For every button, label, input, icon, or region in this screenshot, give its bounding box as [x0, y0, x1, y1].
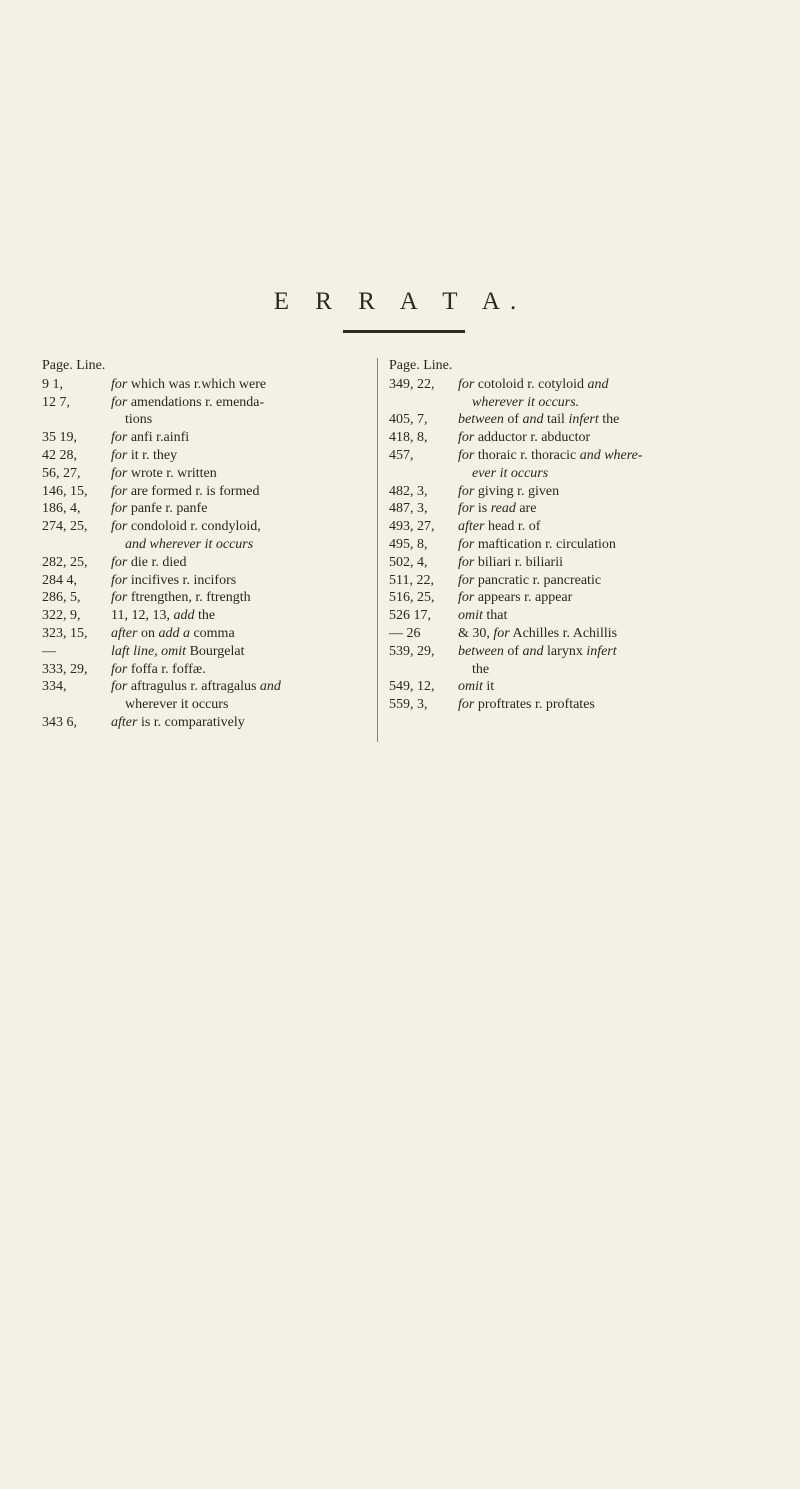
text-segment: biliari r. biliarii [474, 554, 563, 570]
text-segment: after [111, 625, 138, 641]
errata-entry [389, 536, 744, 554]
correction-text [458, 643, 744, 661]
text-segment: laft line, omit [111, 643, 187, 659]
text-segment: wherever it occurs [125, 697, 229, 713]
page-line-number: 35 19, [42, 430, 77, 446]
text-segment: wherever it occurs. [472, 394, 580, 410]
text-segment: panfe r. panfe [127, 501, 208, 517]
errata-entry [389, 376, 744, 412]
text-segment: add a [158, 625, 190, 641]
correction-text [111, 661, 372, 679]
page-line-number: 457, [389, 447, 414, 463]
correction-text [458, 429, 744, 447]
errata-entry [389, 607, 744, 625]
errata-entry [389, 643, 744, 679]
errata-left-column [42, 357, 372, 732]
errata-entry [42, 607, 372, 625]
text-segment: the [598, 412, 620, 428]
correction-text [458, 483, 744, 501]
errata-entry [389, 572, 744, 590]
text-segment: wrote r. written [127, 465, 217, 481]
correction-continuation [111, 536, 372, 554]
text-segment: are formed r. is formed [127, 483, 260, 499]
page-line-number: 56, 27, [42, 465, 81, 481]
page-line-number: 343 6, [42, 714, 77, 730]
text-segment: for [111, 483, 128, 499]
correction-text [111, 500, 372, 518]
errata-entry [42, 447, 372, 465]
errata-entry [42, 429, 372, 447]
errata-entry [42, 678, 372, 714]
page-line-number: 526 17, [389, 608, 431, 624]
text-segment: after [458, 519, 485, 535]
text-segment: and [587, 376, 609, 392]
text-segment: 11, 12, 13, [111, 608, 174, 624]
errata-entry [389, 429, 744, 447]
text-segment: ftrengthen, r. ftrength [127, 590, 251, 606]
correction-text [111, 714, 372, 732]
page-line-number: 559, 3, [389, 697, 428, 713]
text-segment: for [493, 625, 510, 641]
correction-text [458, 376, 744, 394]
text-segment: aftragulus r. aftragalus [127, 679, 260, 695]
correction-text [111, 483, 372, 501]
page-line-number: 9 1, [42, 376, 63, 392]
page-line-number: 282, 25, [42, 554, 88, 570]
correction-text [458, 500, 744, 518]
text-segment: after [111, 714, 138, 730]
page-line-number: 274, 25, [42, 519, 88, 535]
correction-text [458, 678, 744, 696]
text-segment: condoloid r. condyloid, [127, 519, 261, 535]
correction-text [458, 518, 744, 536]
page-line-number: 516, 25, [389, 590, 435, 606]
text-segment: Achilles r. Achillis [509, 625, 618, 641]
line-header: Line. [423, 358, 453, 373]
text-segment: ever it occurs [472, 465, 549, 481]
text-segment: and [259, 679, 281, 695]
text-segment: omit [458, 679, 483, 695]
errata-right-column [389, 357, 744, 714]
errata-entry [389, 447, 744, 483]
correction-text [111, 678, 372, 696]
text-segment: maftication r. circulation [474, 536, 616, 552]
errata-entry [389, 696, 744, 714]
text-segment: infert [568, 412, 599, 428]
correction-text [458, 625, 744, 643]
correction-continuation [458, 661, 744, 679]
text-segment: for [458, 483, 475, 499]
page-line-number: 405, 7, [389, 412, 428, 428]
text-segment: which was r.which were [127, 376, 267, 392]
page-line-number: 322, 9, [42, 608, 81, 624]
text-segment: of [503, 412, 523, 428]
correction-text [111, 465, 372, 483]
text-segment: is r. comparatively [137, 714, 245, 730]
text-segment: for [111, 590, 128, 606]
page-line-number: 284 4, [42, 572, 77, 588]
entries-right [389, 376, 744, 714]
title-rule [343, 330, 465, 333]
text-segment: for [111, 376, 128, 392]
page-line-number: 333, 29, [42, 661, 88, 677]
text-segment: add [173, 608, 195, 624]
correction-text [458, 447, 744, 465]
page-header: Page. [389, 358, 420, 373]
text-segment: the [472, 661, 490, 677]
text-segment: cotoloid r. cotyloid [474, 376, 588, 392]
page-line-number: 146, 15, [42, 483, 88, 499]
text-segment: and [522, 643, 544, 659]
text-segment: infert [586, 643, 617, 659]
correction-text [458, 554, 744, 572]
correction-text [458, 411, 744, 429]
text-segment: proftrates r. proftates [474, 697, 595, 713]
text-segment: for [458, 430, 475, 446]
text-segment: it r. they [127, 447, 178, 463]
text-segment: for [458, 536, 475, 552]
text-segment: for [458, 590, 475, 606]
errata-entry [389, 518, 744, 536]
text-segment: for [111, 394, 128, 410]
text-segment: that [482, 608, 508, 624]
page-line-number: 482, 3, [389, 483, 428, 499]
text-segment: the [194, 608, 216, 624]
correction-text [111, 447, 372, 465]
text-segment: tions [125, 412, 153, 428]
column-header [42, 357, 372, 375]
errata-entry [42, 376, 372, 394]
errata-entry [389, 500, 744, 518]
text-segment: and [522, 412, 544, 428]
correction-text [111, 518, 372, 536]
text-segment: for [458, 572, 475, 588]
errata-entry [42, 625, 372, 643]
text-segment: for [111, 430, 128, 446]
text-segment: appears r. appear [474, 590, 573, 606]
correction-text [111, 394, 372, 412]
page-line-number: 511, 22, [389, 572, 434, 588]
text-segment: foffa r. foffæ. [127, 661, 206, 677]
text-segment: tail [543, 412, 569, 428]
text-segment: & 30, [458, 625, 494, 641]
page-line-number: 349, 22, [389, 376, 435, 392]
errata-entry [389, 678, 744, 696]
errata-entry [389, 589, 744, 607]
page-line-number: 334, [42, 679, 67, 695]
text-segment: for [458, 697, 475, 713]
text-segment: incifives r. incifors [127, 572, 237, 588]
errata-entry [42, 661, 372, 679]
text-segment: for [458, 554, 475, 570]
page-line-number: 493, 27, [389, 519, 435, 535]
text-segment: larynx [543, 643, 587, 659]
line-header: Line. [76, 358, 106, 373]
text-segment: adductor r. abductor [474, 430, 591, 446]
errata-entry [42, 500, 372, 518]
text-segment: for [111, 679, 128, 695]
correction-continuation [111, 696, 372, 714]
correction-continuation [458, 394, 744, 412]
errata-entry [42, 643, 372, 661]
text-segment: giving r. given [474, 483, 560, 499]
errata-entry [42, 572, 372, 590]
correction-text [458, 589, 744, 607]
text-segment: Bourgelat [186, 643, 245, 659]
errata-entry [389, 411, 744, 429]
correction-text [458, 607, 744, 625]
errata-entry [42, 554, 372, 572]
errata-entry [42, 394, 372, 430]
text-segment: of [503, 643, 523, 659]
page-line-number: 539, 29, [389, 643, 435, 659]
correction-text [458, 696, 744, 714]
correction-continuation [458, 465, 744, 483]
correction-text [111, 572, 372, 590]
text-segment: and wherever it occurs [125, 536, 254, 552]
text-segment: pancratic r. pancreatic [474, 572, 602, 588]
text-segment: omit [458, 608, 483, 624]
page-line-number: 286, 5, [42, 590, 81, 606]
errata-entry [42, 465, 372, 483]
text-segment: is [474, 501, 491, 517]
page-line-number: 549, 12, [389, 679, 435, 695]
page-header: Page. [42, 358, 73, 373]
text-segment: on [137, 625, 159, 641]
text-segment: it [482, 679, 495, 695]
correction-continuation [111, 411, 372, 429]
correction-text [111, 429, 372, 447]
text-segment: die r. died [127, 554, 187, 570]
page-line-number: 186, 4, [42, 501, 81, 517]
page-line-number: 42 28, [42, 447, 77, 463]
text-segment: thoraic r. thoracic [474, 447, 580, 463]
page-line-number: 487, 3, [389, 501, 428, 517]
correction-text [458, 572, 744, 590]
entries-left [42, 376, 372, 732]
text-segment: for [111, 572, 128, 588]
text-segment: for [111, 447, 128, 463]
errata-entry [389, 554, 744, 572]
text-segment: for [458, 501, 475, 517]
text-segment: for [111, 554, 128, 570]
text-segment: comma [189, 625, 235, 641]
errata-entry [389, 625, 744, 643]
correction-text [111, 625, 372, 643]
text-segment: for [111, 519, 128, 535]
page-line-number: 323, 15, [42, 625, 88, 641]
text-segment: are [515, 501, 537, 517]
errata-entry [389, 483, 744, 501]
page-line-number: 502, 4, [389, 554, 428, 570]
text-segment: for [458, 376, 475, 392]
page-title: E R R A T A. [273, 288, 527, 315]
errata-entry [42, 518, 372, 554]
errata-entry [42, 483, 372, 501]
text-segment: for [111, 465, 128, 481]
column-divider [377, 358, 378, 742]
text-segment: for [111, 501, 128, 517]
correction-text [111, 607, 372, 625]
text-segment: for [111, 661, 128, 677]
text-segment: read [490, 501, 516, 517]
text-segment: amendations r. emenda- [127, 394, 265, 410]
page-line-number: 495, 8, [389, 536, 428, 552]
text-segment: head r. of [484, 519, 541, 535]
correction-text [111, 376, 372, 394]
page-line-number: 418, 8, [389, 430, 428, 446]
column-header [389, 357, 744, 375]
errata-entry [42, 714, 372, 732]
text-segment: anfi r.ainfi [127, 430, 190, 446]
page-line-number: — [42, 643, 56, 659]
text-segment: and where- [579, 447, 643, 463]
page-line-number: — 26 [389, 625, 421, 641]
correction-text [458, 536, 744, 554]
text-segment: between [458, 643, 504, 659]
correction-text [111, 643, 372, 661]
page-line-number: 12 7, [42, 394, 70, 410]
errata-entry [42, 589, 372, 607]
text-segment: for [458, 447, 475, 463]
correction-text [111, 554, 372, 572]
text-segment: between [458, 412, 504, 428]
correction-text [111, 589, 372, 607]
